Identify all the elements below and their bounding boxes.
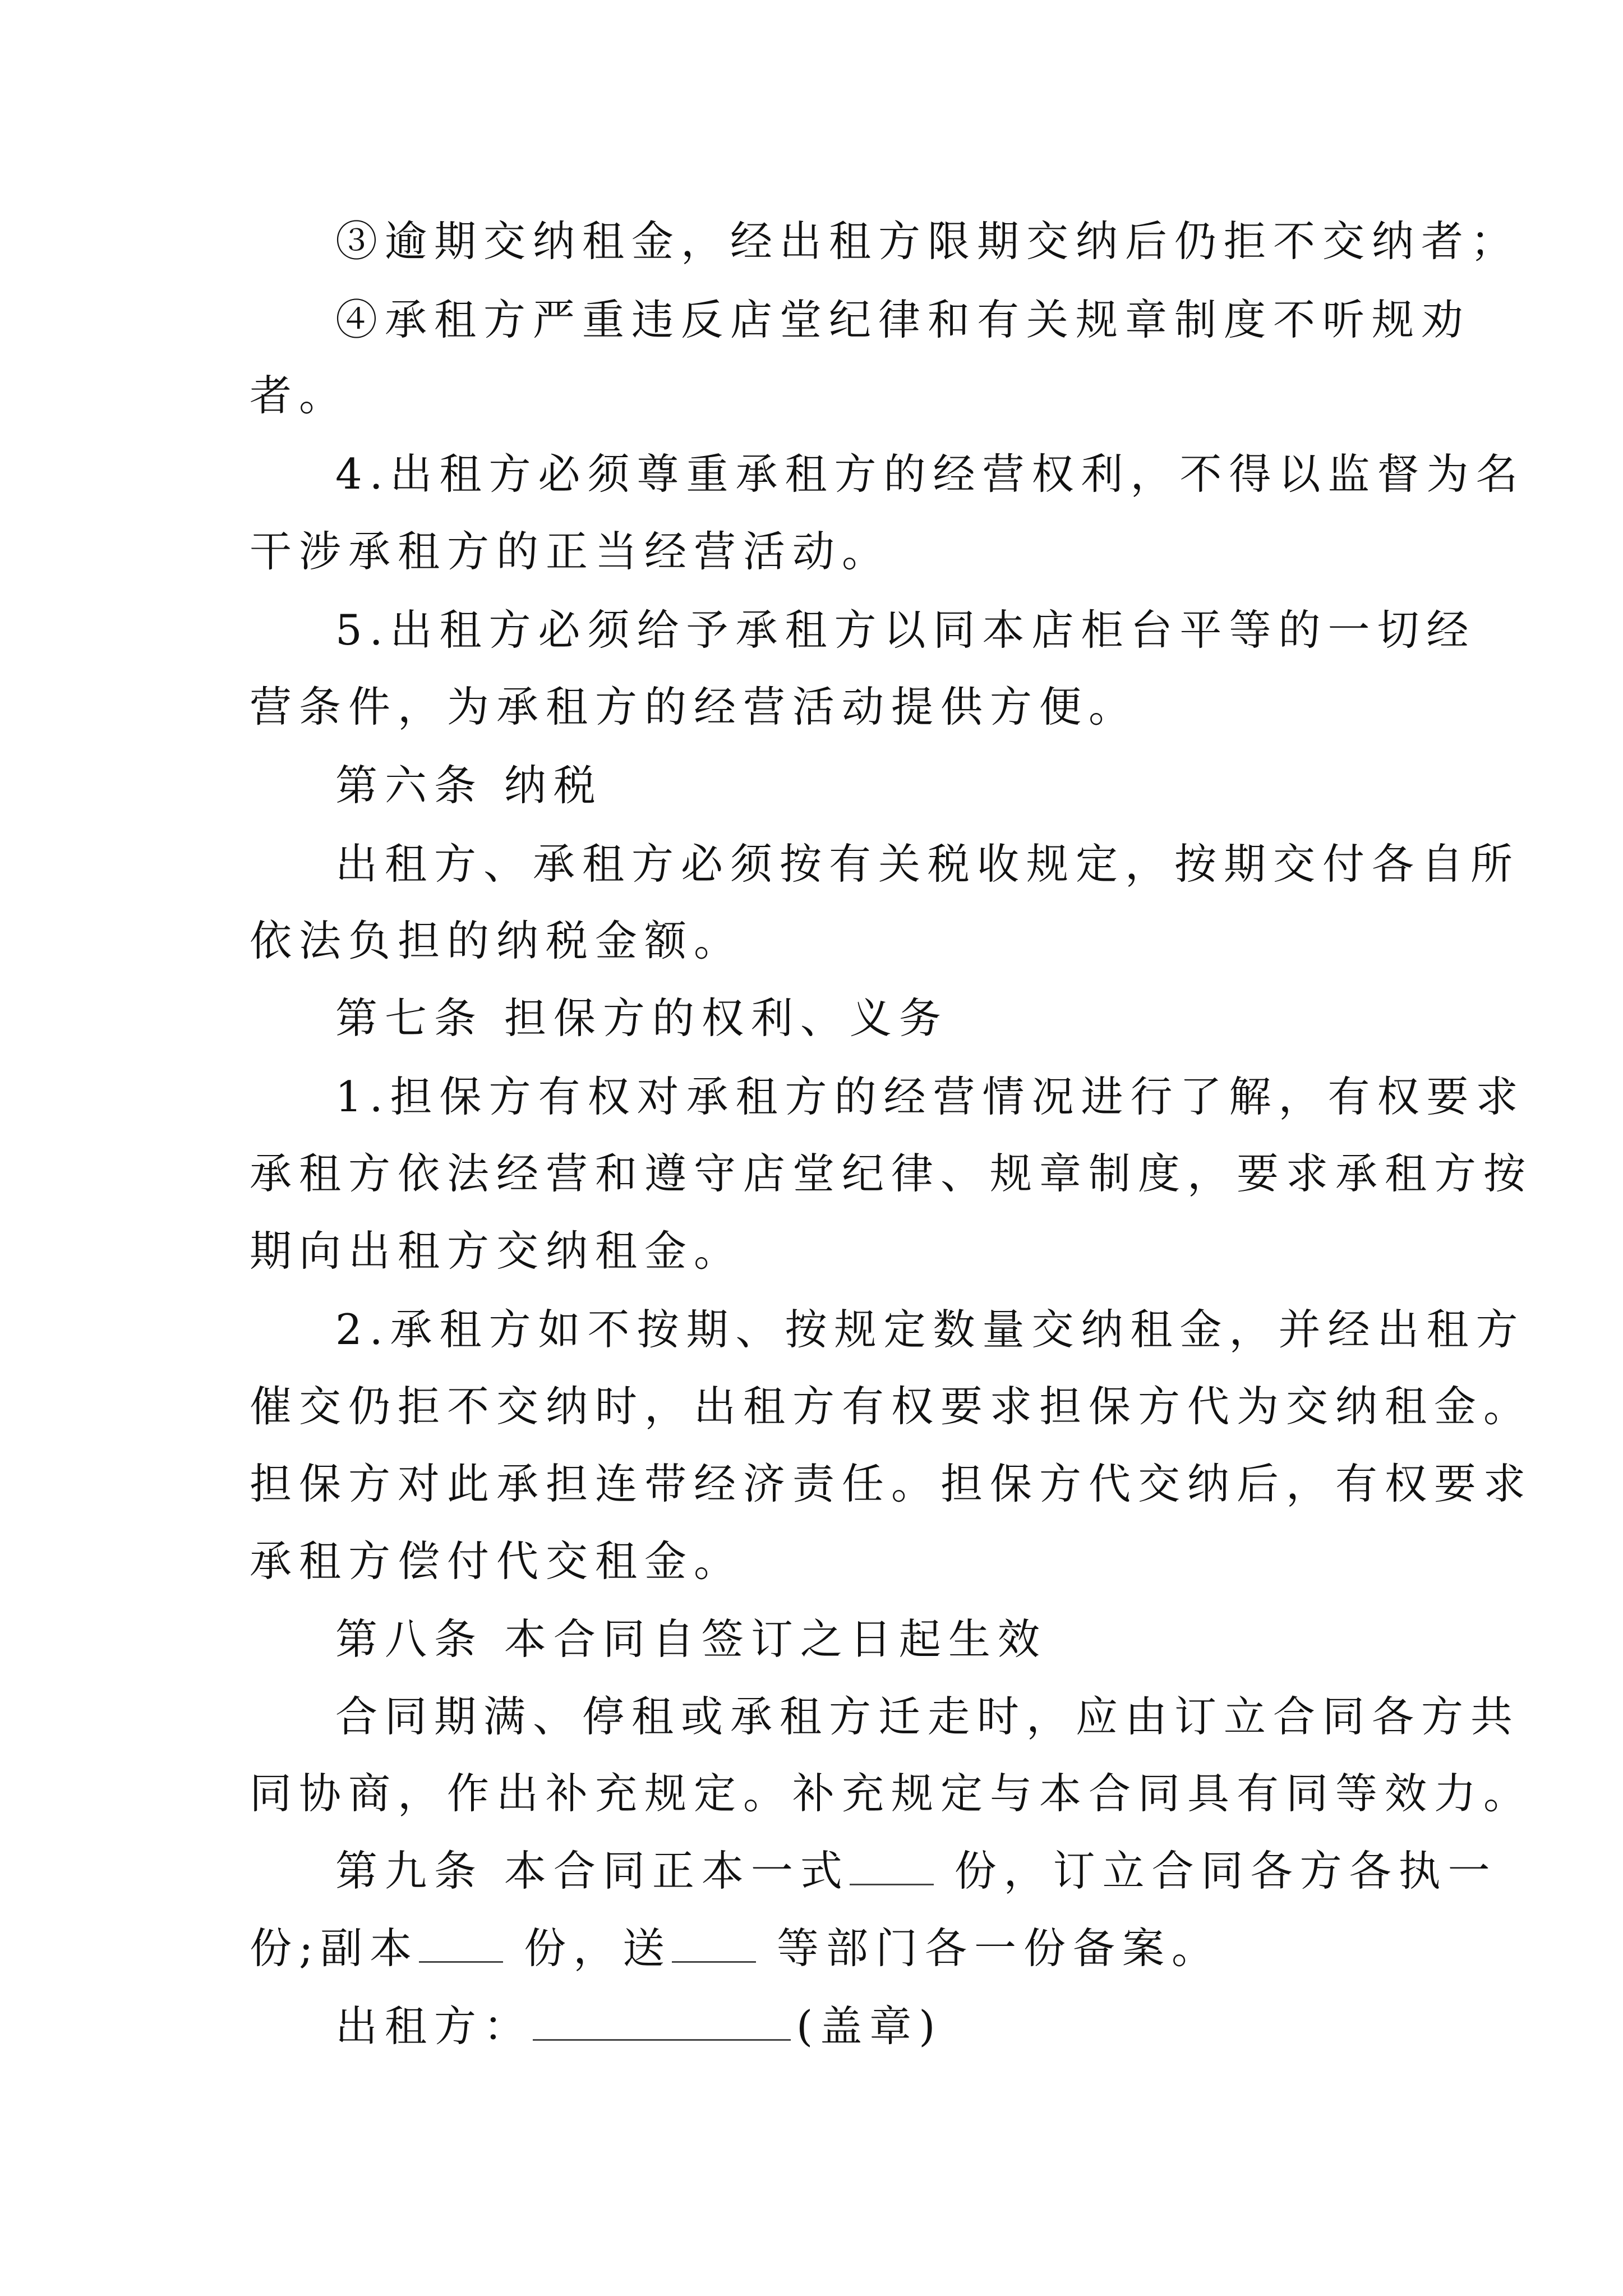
article-9-text-d: 份，送 — [503, 1924, 672, 1973]
article-9-text-c: 份;副本 — [250, 1924, 419, 1973]
article-6-line1: 出租方、承租方必须按有关税收规定，按期交付各自所 — [335, 839, 1520, 889]
article-9-line1 — [335, 1846, 1497, 1896]
article-9-text-b: 份，订立合同各方各执一 — [933, 1846, 1497, 1895]
article-7-item2-line1: 2.承租方如不按期、按规定数量交纳租金，并经出租方 — [335, 1305, 1525, 1354]
copies-duplicate-blank[interactable] — [419, 1926, 503, 1963]
clause-item-4-line1: ④承租方严重违反店堂纪律和有关规章制度不听规劝 — [335, 295, 1471, 344]
clause-5-line2: 营条件，为承租方的经营活动提供方便。 — [250, 682, 1138, 731]
article-8-heading: 第八条 本合同自签订之日起生效 — [335, 1614, 1047, 1664]
article-8-line1: 合同期满、停租或承租方迁走时，应由订立合同各方共 — [335, 1692, 1520, 1741]
article-8-line2: 同协商，作出补充规定。补充规定与本合同具有同等效力。 — [250, 1769, 1533, 1818]
article-9-line2 — [250, 1923, 1221, 1973]
article-7-item1-line1: 1.担保方有权对承租方的经营情况进行了解，有权要求 — [335, 1072, 1525, 1121]
article-9-text-a: 第九条 本合同正本一式 — [335, 1846, 850, 1895]
seal-label: (盖章) — [796, 2001, 943, 2051]
clause-4-line2: 干涉承租方的正当经营活动。 — [250, 527, 892, 576]
article-7-heading: 第七条 担保方的权利、义务 — [335, 993, 948, 1043]
lessor-label: 出租方： — [335, 2001, 533, 2051]
article-7-item2-line4: 承租方偿付代交租金。 — [250, 1536, 744, 1586]
article-6-heading: 第六条 纳税 — [335, 761, 603, 810]
article-7-item1-line2: 承租方依法经营和遵守店堂纪律、规章制度，要求承租方按 — [250, 1149, 1533, 1198]
lessor-signature-blank[interactable] — [533, 2004, 791, 2041]
clause-5-line1: 5.出租方必须给予承租方以同本店柜台平等的一切经 — [335, 605, 1476, 655]
recipient-dept-blank[interactable] — [672, 1926, 756, 1963]
article-7-item1-line3: 期向出租方交纳租金。 — [250, 1226, 744, 1276]
clause-item-4-line2: 者。 — [250, 371, 349, 420]
article-7-item2-line3: 担保方对此承担连带经济责任。担保方代交纳后，有权要求 — [250, 1459, 1533, 1508]
copies-original-blank[interactable] — [850, 1849, 934, 1885]
article-9-text-e: 等部门各一份备案。 — [756, 1924, 1221, 1973]
clause-item-3: ③逾期交纳租金，经出租方限期交纳后仍拒不交纳者； — [335, 217, 1520, 266]
lessor-signature-line — [335, 2001, 943, 2051]
clause-4-line1: 4.出租方必须尊重承租方的经营权利，不得以监督为名 — [335, 449, 1525, 499]
article-6-line2: 依法负担的纳税金额。 — [250, 916, 744, 965]
article-7-item2-line2: 催交仍拒不交纳时，出租方有权要求担保方代为交纳租金。 — [250, 1382, 1533, 1431]
